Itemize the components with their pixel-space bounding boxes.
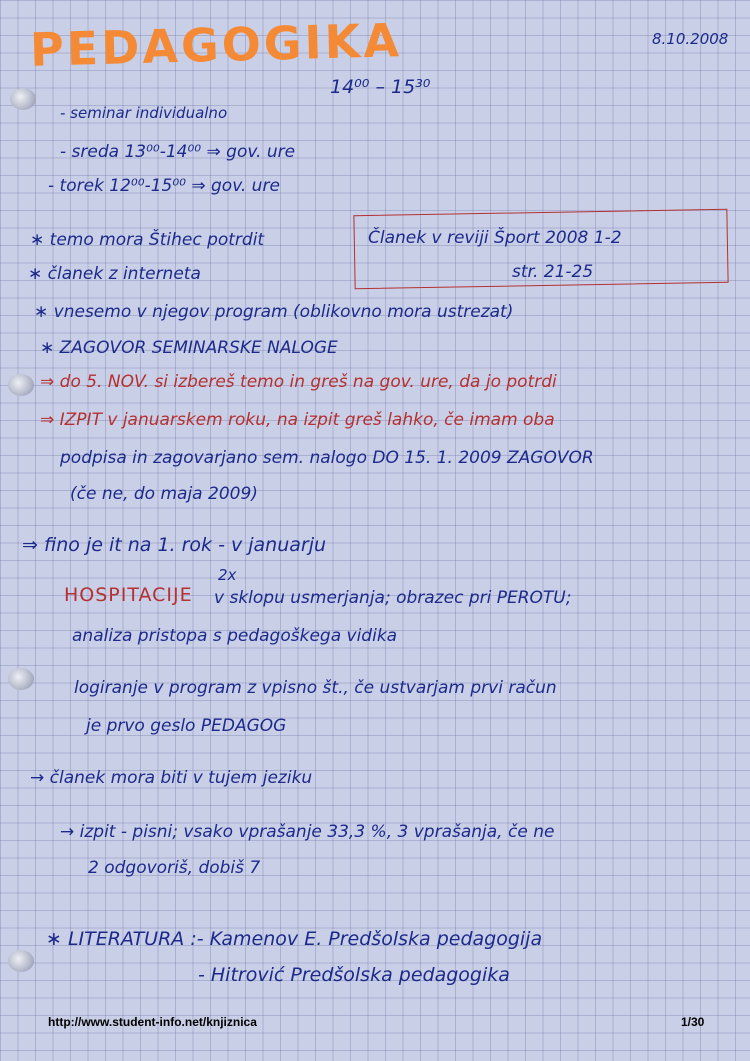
literature-line: - Hitrović Predšolska pedagogika	[198, 964, 510, 986]
blue-note-line: je prvo geslo PEDAGOG	[86, 716, 287, 736]
date: 8.10.2008	[652, 30, 729, 48]
note-line: ∗ temo mora Štihec potrdit	[30, 230, 265, 250]
red-note-line: (če ne, do maja 2009)	[70, 484, 258, 504]
schedule-line: - torek 12⁰⁰-15⁰⁰ ⇒ gov. ure	[48, 176, 280, 196]
punch-hole-top	[10, 88, 36, 110]
boxed-note-line: str. 21-25	[512, 262, 594, 282]
schedule-line: - sreda 13⁰⁰-14⁰⁰ ⇒ gov. ure	[60, 142, 296, 162]
punch-hole-lower	[8, 668, 34, 690]
footer-url[interactable]: http://www.student-info.net/knjiznica	[48, 1015, 257, 1029]
blue-note-line: → članek mora biti v tujem jeziku	[30, 768, 313, 788]
punch-hole-upper	[8, 374, 34, 396]
blue-note-line: v sklopu usmerjanja; obrazec pri PEROTU;	[214, 588, 572, 608]
boxed-note-line: Članek v reviji Šport 2008 1-2	[368, 228, 622, 248]
time-range: 14⁰⁰ – 15³⁰	[330, 76, 431, 98]
page-number: 1/30	[681, 1015, 705, 1029]
blue-note-line: analiza pristopa s pedagoškega vidika	[72, 626, 398, 646]
blue-note-line: ⇒ fino je it na 1. rok - v januarju	[22, 534, 327, 556]
blue-note-line: → izpit - pisni; vsako vprašanje 33,3 %, 3 vprašanja, če ne	[60, 822, 555, 842]
note-line: ∗ vnesemo v njegov program (oblikovno mora ustrezat)	[34, 302, 514, 322]
schedule-line: - seminar individualno	[60, 104, 228, 122]
blue-note-line: 2 odgovoriš, dobiš 7	[88, 858, 261, 878]
page-title: PEDAGOGIKA	[29, 13, 403, 77]
punch-hole-bottom	[8, 950, 34, 972]
hospitacije-label: HOSPITACIJE	[64, 584, 193, 606]
blue-note-line: logiranje v program z vpisno št., če ustvarjam prvi račun	[74, 678, 557, 698]
note-line: ∗ članek z interneta	[28, 264, 201, 284]
red-note-line: ⇒ do 5. NOV. si izbereš temo in greš na gov. ure, da jo potrdi	[40, 372, 557, 392]
red-note-line: ⇒ IZPIT v januarskem roku, na izpit greš lahko, če imam oba	[40, 410, 555, 430]
hospitacije-count: 2x	[218, 566, 237, 584]
red-note-line: podpisa in zagovarjano sem. nalogo DO 15. 1. 2009 ZAGOVOR	[60, 448, 594, 468]
literature-line: ∗ LITERATURA :- Kamenov E. Predšolska pedagogija	[46, 928, 543, 950]
note-line: ∗ ZAGOVOR SEMINARSKE NALOGE	[40, 338, 338, 358]
